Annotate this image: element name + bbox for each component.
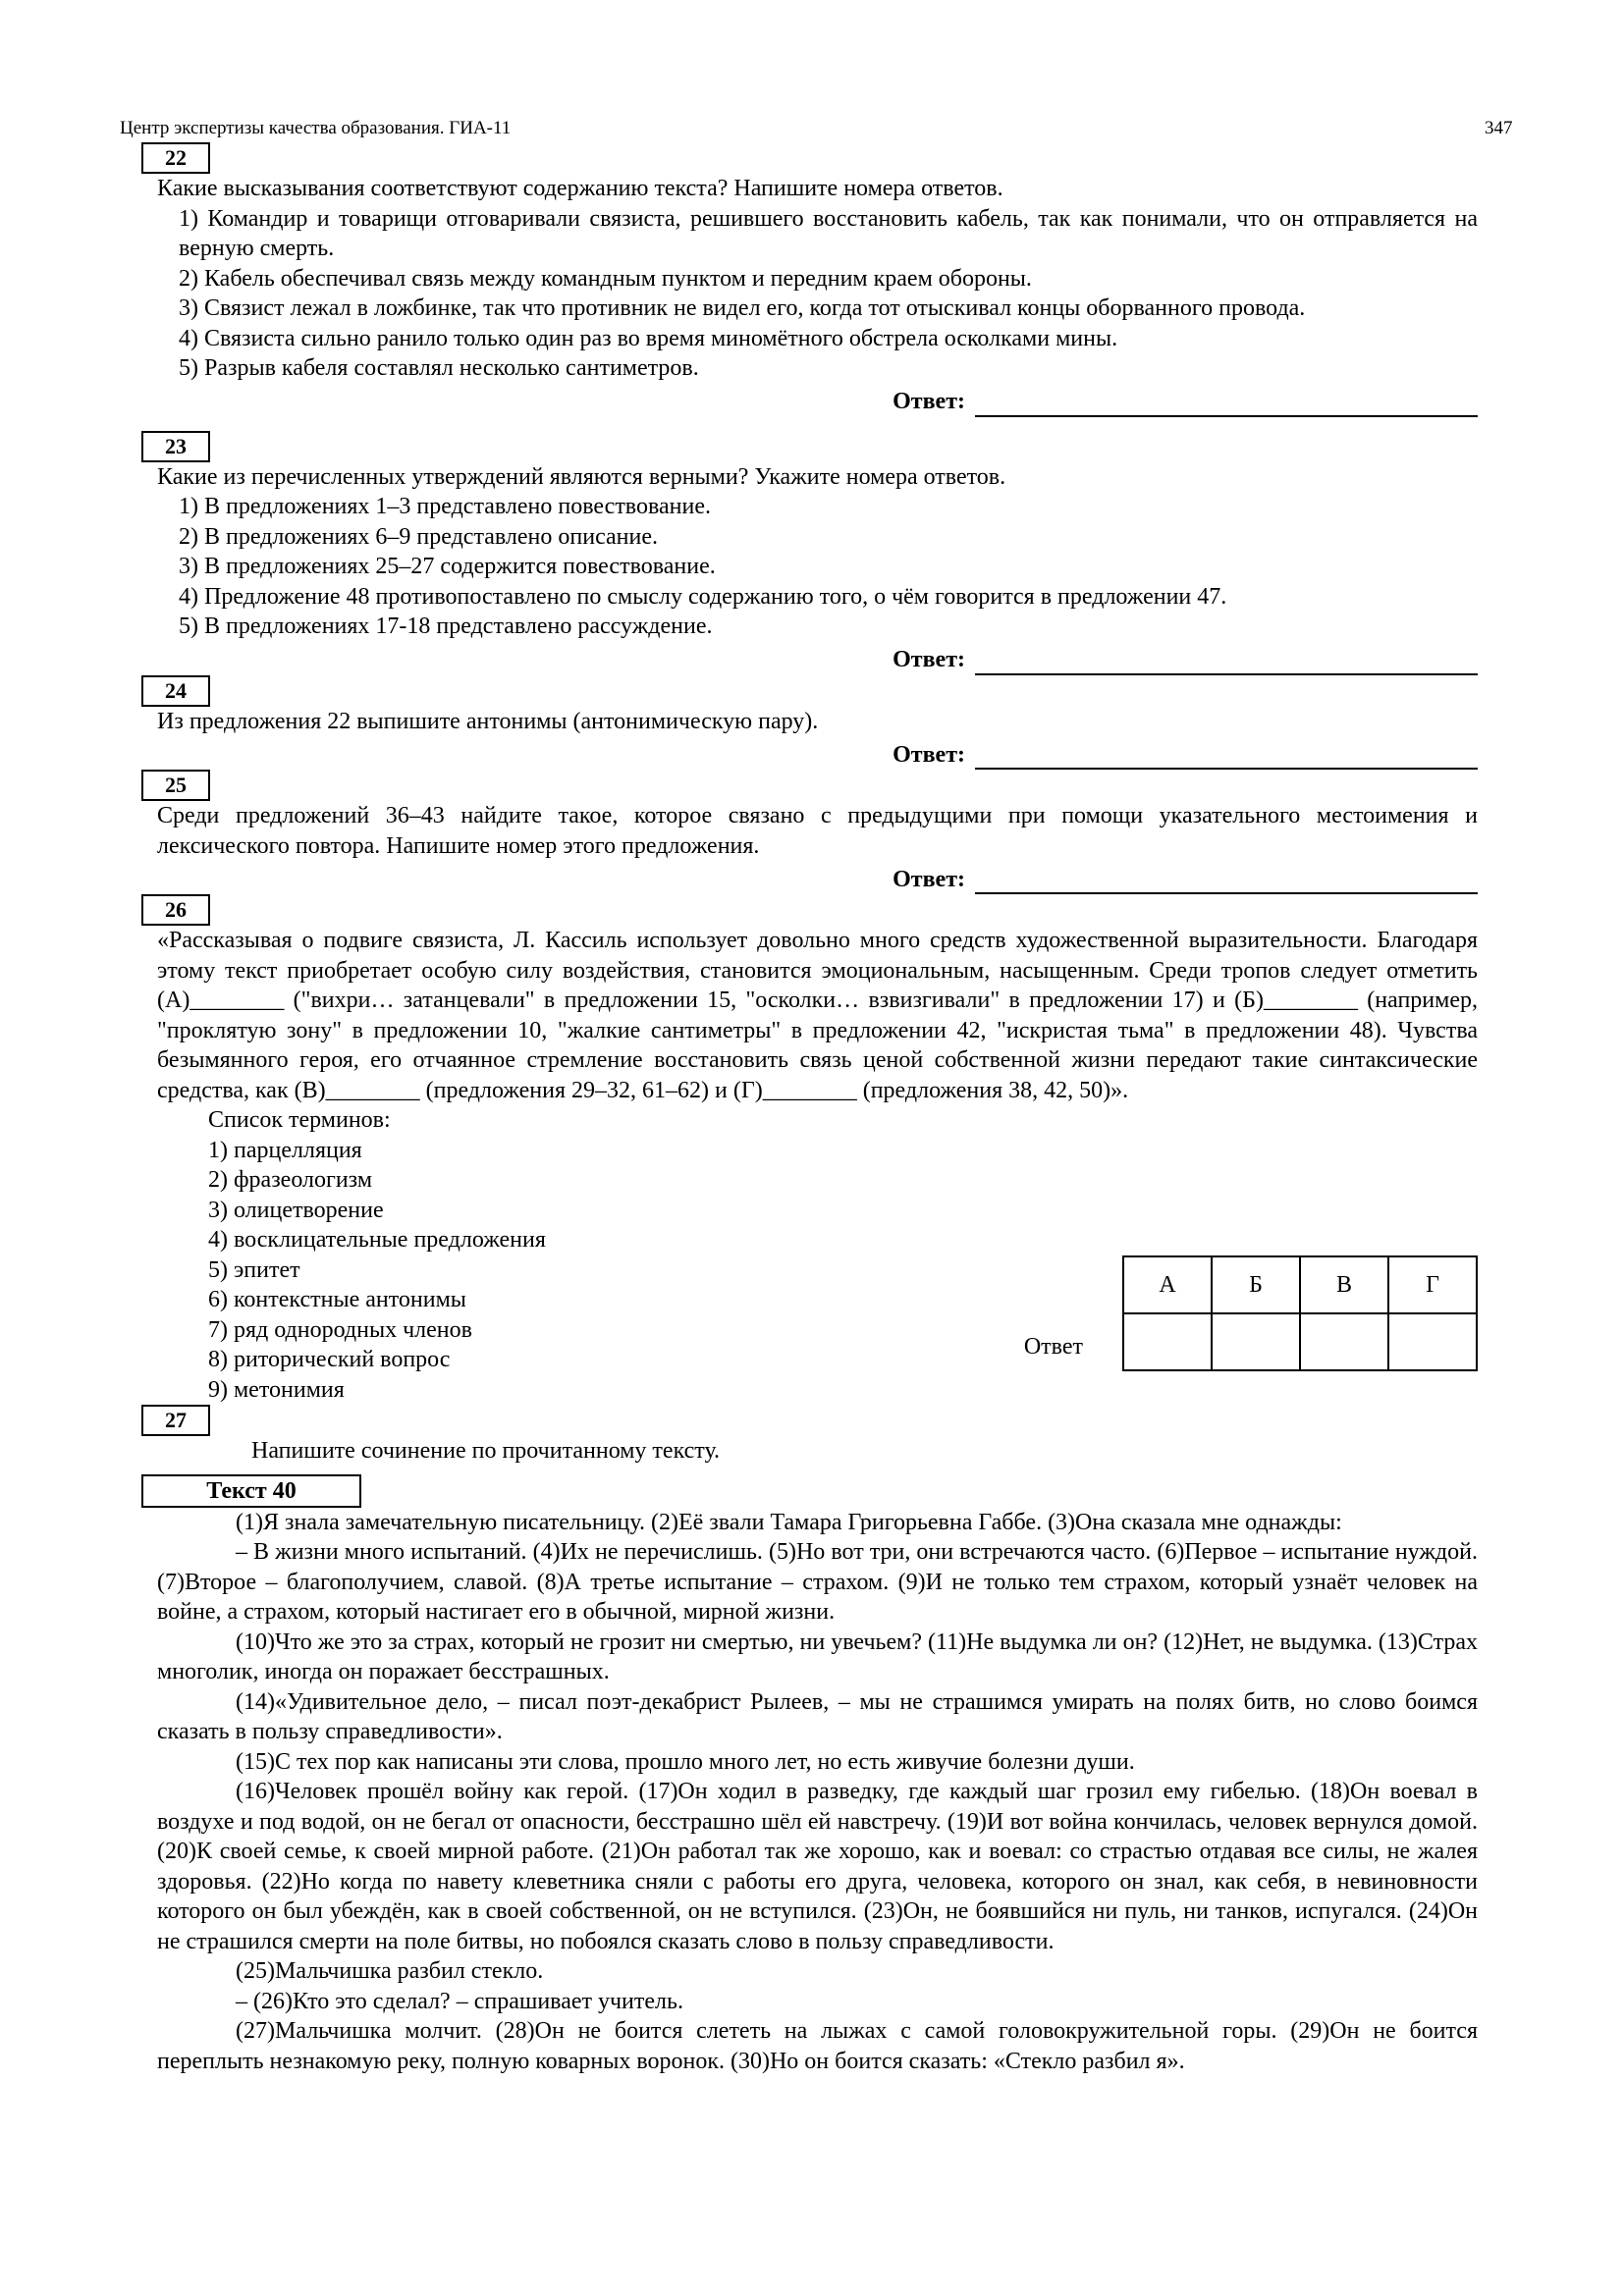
answer-label: Ответ:	[893, 741, 965, 768]
answer-field[interactable]	[975, 390, 1478, 417]
term-item: 4) восклицательные предложения	[208, 1227, 546, 1253]
task-number-box: 22	[141, 142, 210, 174]
term-item: 9) метонимия	[208, 1376, 345, 1403]
grid-cell-a[interactable]	[1123, 1313, 1212, 1370]
text-title: Текст 40	[141, 1474, 361, 1508]
task-option: 4) Предложение 48 противопоставлено по смыслу содержанию того, о чём говорится в предложении 47.	[179, 583, 1227, 610]
answer-label: Ответ:	[893, 866, 965, 892]
task-number-box: 27	[141, 1405, 210, 1436]
answer-row	[157, 642, 1478, 675]
grid-header-a: А	[1123, 1256, 1212, 1313]
grid-header-v: В	[1300, 1256, 1388, 1313]
task-number-box: 26	[141, 894, 210, 926]
grid-header-b: Б	[1212, 1256, 1300, 1313]
text-paragraph: – (26)Кто это сделал? – спрашивает учитель.	[236, 1988, 683, 2014]
answer-row	[157, 736, 1478, 770]
task-question: Какие высказывания соответствуют содержанию текста? Напишите номера ответов.	[157, 176, 1003, 201]
page-content	[157, 142, 1478, 2076]
answer-label: Ответ:	[893, 647, 965, 672]
task-question: Какие из перечисленных утверждений являются верными? Укажите номера ответов.	[157, 463, 1006, 490]
answer-field[interactable]	[975, 742, 1478, 770]
task-22	[157, 142, 1478, 417]
grid-cell-g[interactable]	[1388, 1313, 1477, 1370]
text-paragraph: – В жизни много испытаний. (4)Их не перечислишь. (5)Но вот три, они встречаются часто. (6)Первое – испытание нуждой. (7)Второе – благополучием, славой. (8)А третье испытание – страхом. (9)И не только тем страхом, который узнаёт человек на войне, а страхом, который настигает его в обычной, мирной жизни.	[157, 1539, 1478, 1625]
task-number-box: 24	[141, 675, 210, 707]
task-23	[157, 431, 1478, 675]
text-paragraph: (25)Мальчишка разбил стекло.	[236, 1958, 544, 1984]
task-26	[157, 894, 1478, 1405]
terms-title: Список терминов:	[208, 1107, 391, 1133]
grid-cell-b[interactable]	[1212, 1313, 1300, 1370]
task-option: 5) В предложениях 17-18 представлено рассуждение.	[179, 614, 713, 639]
task-question: Среди предложений 36–43 найдите такое, которое связано с предыдущими при помощи указательного местоимения и лексического повтора. Напишите номер этого предложения.	[157, 803, 1478, 859]
task-option: 1) Командир и товарищи отговаривали связиста, решившего восстановить кабель, так как понимали, что он отправляется на верную смерть.	[179, 205, 1478, 261]
text-paragraph: (10)Что же это за страх, который не грозит ни смертью, ни увечьем? (11)Не выдумка ли он? (12)Нет, не выдумка. (13)Страх многолик, иногда он поражает бесстрашных.	[157, 1629, 1478, 1684]
task-question: Из предложения 22 выпишите антонимы (антонимическую пару).	[157, 708, 819, 734]
text-paragraph: (1)Я знала замечательную писательницу. (2)Её звали Тамара Григорьевна Габбе. (3)Она сказала мне однажды:	[236, 1509, 1342, 1535]
text-paragraph: (14)«Удивительное дело, – писал поэт-декабрист Рылеев, – мы не страшимся умирать на полях битв, но слово боимся сказать в пользу справедливости».	[157, 1688, 1478, 1744]
answer-grid-label: Ответ	[1023, 1333, 1083, 1360]
answer-grid-block	[1024, 1255, 1478, 1371]
grid-header-g: Г	[1388, 1256, 1477, 1313]
answer-grid	[1122, 1255, 1478, 1371]
task-option: 5) Разрыв кабеля составлял несколько сантиметров.	[179, 355, 699, 381]
task-27	[157, 1405, 1478, 1467]
task-24	[157, 675, 1478, 771]
task-question: Напишите сочинение по прочитанному тексту.	[251, 1438, 721, 1464]
task-number-box: 23	[141, 431, 210, 462]
task-option: 4) Связиста сильно ранило только один раз во время миномётного обстрела осколками мины.	[179, 325, 1118, 351]
task-option: 1) В предложениях 1–3 представлено повествование.	[179, 494, 711, 519]
term-item: 8) риторический вопрос	[208, 1347, 451, 1372]
text-40	[157, 1474, 1478, 2077]
answer-row	[157, 384, 1478, 417]
task-number-box: 25	[141, 770, 210, 801]
task-option: 3) Связист лежал в ложбинке, так что противник не видел его, когда тот отыскивал концы оборванного провода.	[179, 295, 1306, 321]
answer-label: Ответ:	[893, 389, 965, 414]
grid-cell-v[interactable]	[1300, 1313, 1388, 1370]
answer-field[interactable]	[975, 867, 1478, 894]
task-option: 2) В предложениях 6–9 представлено описание.	[179, 523, 659, 550]
terms-and-grid	[157, 1105, 1478, 1405]
task-review-text: «Рассказывая о подвиге связиста, Л. Кассиль использует довольно много средств художественной выразительности. Благодаря этому текст приобретает особую силу воздействия, становится эмоциональным, насыщенным. Среди тропов следует отметить (А)________ ("вихри… затанцевали" в предложении 15, "осколки… взвизгивали" в предложении 17) и (Б)________ (например, "проклятую зону" в предложении 10, "жалкие сантиметры" в предложении 42, "искристая тьма" в предложении 48). Чувства безымянного героя, его отчаянное стремление восстановить связь ценой собственной жизни передают такие синтаксические средства, как (В)________ (предложения 29–32, 61–62) и (Г)________ (предложения 38, 42, 50)».	[157, 928, 1478, 1103]
term-item: 3) олицетворение	[208, 1197, 384, 1223]
term-item: 7) ряд однородных членов	[208, 1316, 472, 1343]
term-item: 1) парцелляция	[208, 1137, 362, 1163]
term-item: 2) фразеологизм	[208, 1167, 373, 1193]
text-paragraph: (27)Мальчишка молчит. (28)Он не боится слететь на лыжах с самой головокружительной горы. (29)Он не боится переплыть незнакомую реку, полную коварных воронок. (30)Но он боится сказать: «Стекло разбил я».	[157, 2018, 1478, 2074]
task-25	[157, 770, 1478, 894]
task-option: 3) В предложениях 25–27 содержится повествование.	[179, 554, 716, 579]
term-item: 5) эпитет	[208, 1256, 300, 1283]
text-paragraph: (15)С тех пор как написаны эти слова, прошло много лет, но есть живучие болезни души.	[236, 1748, 1135, 1775]
term-item: 6) контекстные антонимы	[208, 1287, 466, 1312]
text-paragraph: (16)Человек прошёл войну как герой. (17)Он ходил в разведку, где каждый шаг грозил ему гибелью. (18)Он воевал в воздухе и под водой, он не бегал от опасности, бесстрашно шёл ей навстречу. (19)И вот война кончилась, человек вернулся домой. (20)К своей семье, к своей мирной работе. (21)Он работал так же хорошо, как и воевал: со страстью отдавая все силы, не жалея здоровья. (22)Но когда по навету клеветника сняли с работы его друга, человека, которого он знал, как себя, в невиновности которого он был убеждён, как в своей собственной, он не вступился. (23)Он, не боявшийся ни пуль, ни танков, испугался. (24)Он не страшился смерти на поле битвы, но побоялся сказать слово в пользу справедливости.	[157, 1779, 1478, 1954]
task-option: 2) Кабель обеспечивал связь между командным пунктом и передним краем обороны.	[179, 265, 1032, 292]
answer-field[interactable]	[975, 648, 1478, 675]
page-number: 347	[1485, 118, 1513, 138]
header-title: Центр экспертизы качества образования. ГИА-11	[120, 118, 512, 138]
answer-row	[157, 861, 1478, 894]
